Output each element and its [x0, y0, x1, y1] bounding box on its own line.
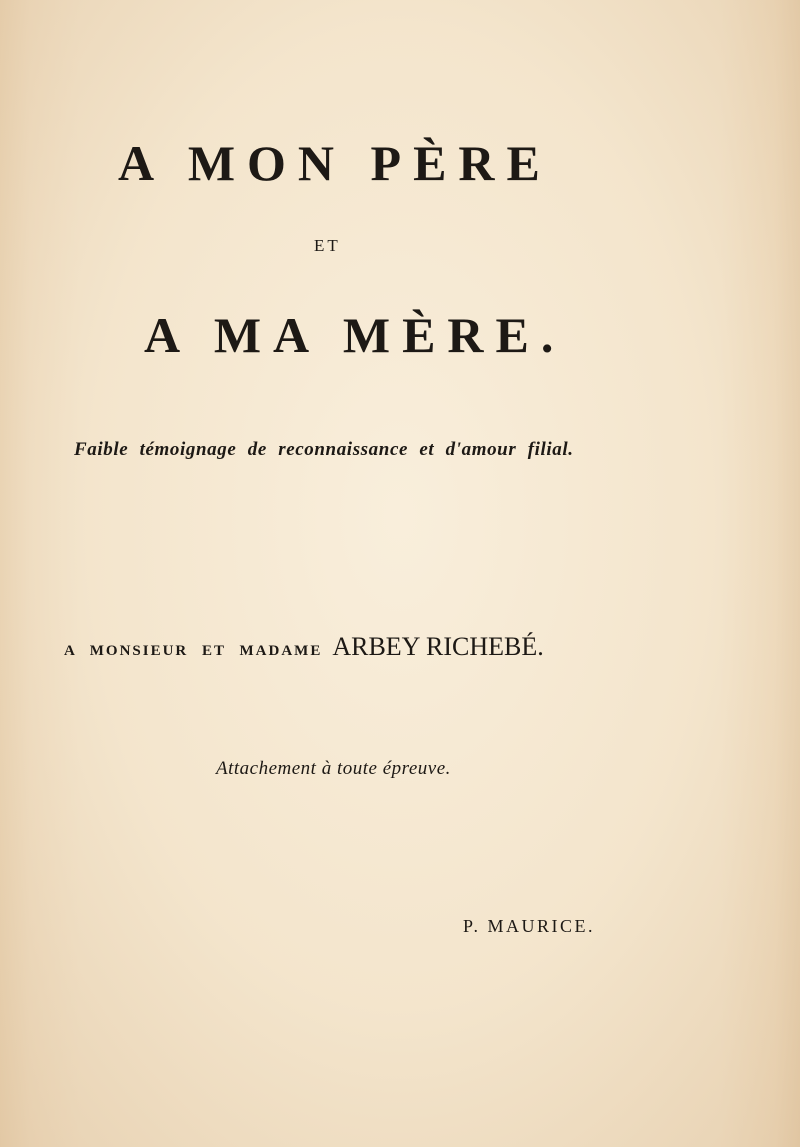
dedication-title-father: A MON PÈRE	[118, 135, 552, 191]
dedication-title-mother: A MA MÈRE.	[144, 307, 566, 363]
dedication-conjunction: ET	[314, 236, 341, 255]
dedication-tribute: Faible témoignage de reconnaissance et d'amour filial.	[74, 439, 574, 460]
second-dedication-prefix: A MONSIEUR ET MADAME	[64, 643, 323, 659]
second-dedication-names: ARBEY RICHEBÉ.	[332, 632, 544, 661]
author-signature: P. MAURICE.	[463, 916, 596, 936]
second-dedication	[64, 632, 544, 662]
second-dedication-motto: Attachement à toute épreuve.	[216, 758, 451, 779]
